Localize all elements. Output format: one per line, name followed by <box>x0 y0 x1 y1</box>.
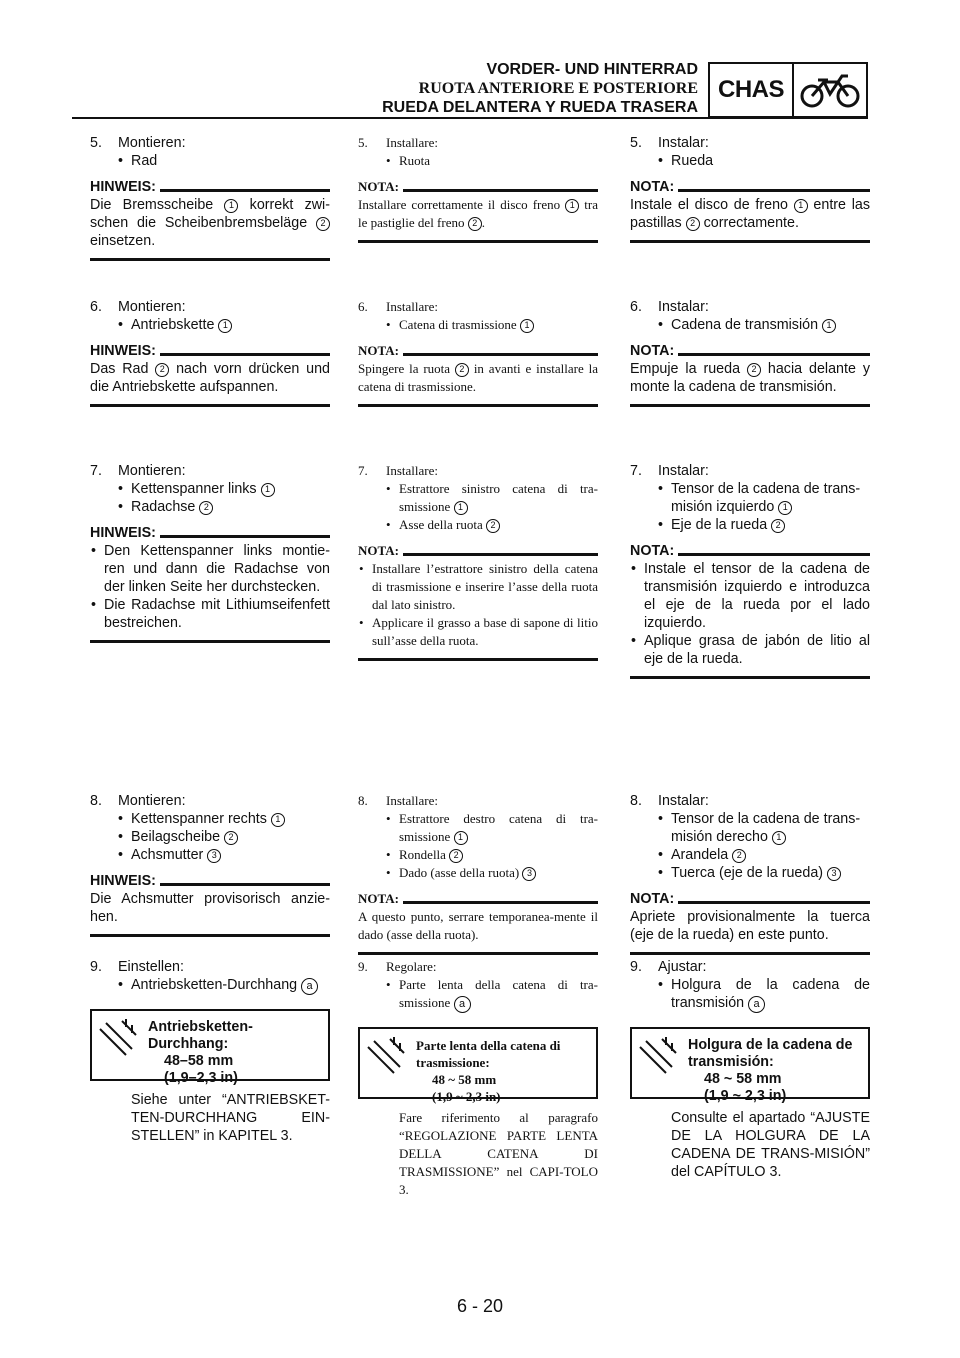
note-end-rule <box>630 952 870 955</box>
bullet-item: • Holgura de la cadena de transmisión a <box>630 976 870 1013</box>
note-heading: NOTA: <box>358 890 598 908</box>
note-heading: NOTA: <box>630 542 870 560</box>
note-bullet: • Den Kettenspanner links montie-ren und dann die Radachse von der linken Seite her durchstecken. <box>90 542 330 596</box>
header-title-it: RUOTA ANTERIORE E POSTERIORE <box>418 80 698 97</box>
step-7-it: 7. Installare: • Estrattore sinistro catena di tra-smissione 1 • Asse della ruota 2 NOTA: • Installare l’estrattore sinistro della catena di trasmissione e inserire l’asse della ruota dal lato sinistro. • Applicare il grasso a base di sapone di litio sull’asse della ruota. <box>358 462 598 661</box>
note-end-rule <box>90 934 330 937</box>
chapter-badge <box>708 62 868 118</box>
spec-box <box>358 1027 598 1104</box>
note-heading: HINWEIS: <box>90 872 330 890</box>
step-5-it: 5. Installare: • Ruota NOTA: Installare correttamente il disco freno 1 tra le pastiglie del freno 2 . <box>358 134 598 243</box>
header-title-es: RUEDA DELANTERA Y RUEDA TRASERA <box>382 99 698 116</box>
wrench-icon <box>96 1017 140 1061</box>
note-end-rule <box>358 658 598 661</box>
step-6-it: 6. Installare: • Catena di trasmissione 1 NOTA: Spingere la ruota 2 in avanti e installare la catena di trasmissione. <box>358 298 598 407</box>
step-9-it: 9. Regolare: • Parte lenta della catena di tra-smissione a Parte lenta della catena di trasmissione: 48 ~ 58 mm (1,9 ~ 2,3 in) Fare riferimento al paragrafo “REGOLAZIONE PARTE LENTA DELLA CATENA DI TRASMISSIONE” nel CAPI-TOLO 3. <box>358 958 598 1199</box>
bullet-item: • Estrattore destro catena di tra-smissione 1 <box>358 810 598 846</box>
note-heading: HINWEIS: <box>90 342 330 360</box>
reference-text: Consulte el apartado “AJUSTE DE LA HOLGURA DE LA CADENA DE TRANS-MISIÓN” del CAPÍTULO 3. <box>671 1110 870 1180</box>
bullet-item: • Arandela 2 <box>630 846 870 864</box>
bullet-item: • Eje de la rueda 2 <box>630 516 870 534</box>
bullet-item: • Tensor de la cadena de trans-misión izquierdo 1 <box>630 480 870 516</box>
step-title: Montieren: <box>118 135 186 151</box>
bullet-item: • Tensor de la cadena de trans-misión derecho 1 <box>630 810 870 846</box>
bullet-item: • Achsmutter 3 <box>90 846 330 864</box>
note-end-rule <box>358 952 598 955</box>
wrench-icon <box>364 1035 408 1079</box>
step-9-es: 9. Ajustar: • Holgura de la cadena de transmisión a Holgura de la cadena de transmisión: 48 ~ 58 mm (1,9 ~ 2,3 in) Consulte el apartado “AJUSTE DE LA HOLGURA DE LA CADENA DE TRANS-MISIÓN” del CAPÍTULO 3. <box>630 958 870 1181</box>
bullet-item: • Estrattore sinistro catena di tra-smissione 1 <box>358 480 598 516</box>
note-end-rule <box>90 640 330 643</box>
note-heading: HINWEIS: <box>90 524 330 542</box>
bullet-item: • Kettenspanner links 1 <box>90 480 330 498</box>
note-end-rule <box>630 676 870 679</box>
note-bullet: • Die Radachse mit Lithiumseifenfett bestreichen. <box>90 596 330 632</box>
note-end-rule <box>90 258 330 261</box>
note-end-rule <box>630 404 870 407</box>
note-bullet: • Aplique grasa de jabón de litio al eje de la rueda. <box>630 632 870 668</box>
bullet-item: • Kettenspanner rechts 1 <box>90 810 330 828</box>
note-end-rule <box>90 404 330 407</box>
bullet-item: • Radachse 2 <box>90 498 330 516</box>
step-6-es: 6. Instalar: • Cadena de transmisión 1 NOTA: Empuje la rueda 2 hacia delante y monte la cadena de transmisión. <box>630 298 870 407</box>
note-end-rule <box>358 240 598 243</box>
note-text: Die Bremsscheibe 1 korrekt zwi-schen die Scheibenbremsbeläge 2 einsetzen. <box>90 197 330 249</box>
reference-text: Siehe unter “ANTRIEBSKET-TEN-DURCHHANG EIN-STELLEN” in KAPITEL 3. <box>131 1092 330 1144</box>
note-bullet: • Instale el tensor de la cadena de transmisión izquierdo e introduzca el eje de la rueda por el lado izquierdo. <box>630 560 870 632</box>
wrench-icon <box>636 1035 680 1079</box>
bullet-item: • Cadena de transmisión 1 <box>630 316 870 334</box>
step-7-de: 7. Montieren: • Kettenspanner links 1 • Radachse 2 HINWEIS: • Den Kettenspanner links montie-ren und dann die Radachse von der linken Seite her durchstecken. • Die Radachse mit Lithiumseifenfett bestreichen. <box>90 462 330 643</box>
spec-box <box>90 1009 330 1086</box>
bullet-item: • Rueda <box>630 152 870 170</box>
bullet-item: • Catena di trasmissione 1 <box>358 316 598 334</box>
spec-text: Holgura de la cadena de transmisión: 48 ~ 58 mm (1,9 ~ 2,3 in) <box>688 1037 853 1104</box>
page-number: 6 - 20 <box>456 1296 504 1316</box>
bullet-item: • Ruota <box>358 152 598 170</box>
note-heading: NOTA: <box>358 178 598 196</box>
motorcycle-icon <box>794 64 866 116</box>
header-title-de: VORDER- UND HINTERRAD <box>486 61 698 78</box>
header-rule <box>72 117 868 119</box>
note-text: Die Achsmutter provisorisch anzie-hen. <box>90 891 330 925</box>
note-text: Instale el disco de freno 1 entre las pastillas 2 correctamente. <box>630 197 870 231</box>
note-heading: NOTA: <box>358 342 598 360</box>
step-5-es: 5. Instalar: • Rueda NOTA: Instale el disco de freno 1 entre las pastillas 2 correctamente. <box>630 134 870 243</box>
note-end-rule <box>630 240 870 243</box>
note-text: Installare correttamente il disco freno 1 tra le pastiglie del freno 2 . <box>358 197 598 230</box>
note-heading: NOTA: <box>630 342 870 360</box>
note-heading: NOTA: <box>630 178 870 196</box>
bullet-item: • Parte lenta della catena di tra-smissione a <box>358 976 598 1013</box>
step-9-de: 9. Einstellen: • Antriebsketten-Durchhang a Antriebsketten- Durchhang: 48–58 mm (1,9–2,3 in) Siehe unter “ANTRIEBSKET-TEN-DURCHHANG EIN-STELLEN” in KAPITEL 3. <box>90 958 330 1145</box>
spec-text: Antriebsketten- Durchhang: 48–58 mm (1,9–2,3 in) <box>148 1019 253 1086</box>
step-7-es: 7. Instalar: • Tensor de la cadena de trans-misión izquierdo 1 • Eje de la rueda 2 NOTA: • Instale el tensor de la cadena de transmisión izquierdo e introduzca el eje de la rueda por el lado izquierdo. • Aplique grasa de jabón de litio al eje de la rueda. <box>630 462 870 679</box>
note-end-rule <box>358 404 598 407</box>
reference-text: Fare riferimento al paragrafo “REGOLAZIONE PARTE LENTA DELLA CATENA DI TRASMISSIONE” nel CAPI-TOLO 3. <box>399 1110 598 1197</box>
note-text: Empuje la rueda 2 hacia delante y monte la cadena de transmisión. <box>630 361 870 395</box>
bullet-item: • Beilagscheibe 2 <box>90 828 330 846</box>
spec-text: Parte lenta della catena di trasmissione: 48 ~ 58 mm (1,9 ~ 2,3 in) <box>416 1038 561 1104</box>
bullet-item: • Rad <box>90 152 330 170</box>
step-8-it: 8. Installare: • Estrattore destro catena di tra-smissione 1 • Rondella 2 • Dado (asse della ruota) 3 NOTA: A questo punto, serrare temporanea-mente il dado (asse della ruota). <box>358 792 598 955</box>
step-8-es: 8. Instalar: • Tensor de la cadena de trans-misión derecho 1 • Arandela 2 • Tuerca (eje de la rueda) 3 NOTA: Apriete provisionalmente la tuerca (eje de la rueda) en este punto. <box>630 792 870 955</box>
step-8-de: 8. Montieren: • Kettenspanner rechts 1 • Beilagscheibe 2 • Achsmutter 3 HINWEIS: Die Achsmutter provisorisch anzie-hen. <box>90 792 330 937</box>
bullet-item: • Antriebskette 1 <box>90 316 330 334</box>
note-text: Apriete provisionalmente la tuerca (eje de la rueda) en este punto. <box>630 909 870 943</box>
step-6-de: 6. Montieren: • Antriebskette 1 HINWEIS: Das Rad 2 nach vorn drücken und die Antriebskette aufspannen. <box>90 298 330 407</box>
note-text: A questo punto, serrare temporanea-mente il dado (asse della ruota). <box>358 909 598 942</box>
note-text: Spingere la ruota 2 in avanti e installare la catena di trasmissione. <box>358 361 598 394</box>
header-titles <box>382 60 698 117</box>
bullet-item: • Rondella 2 <box>358 846 598 864</box>
bullet-item: • Asse della ruota 2 <box>358 516 598 534</box>
bullet-item: • Tuerca (eje de la rueda) 3 <box>630 864 870 882</box>
note-text: Das Rad 2 nach vorn drücken und die Antriebskette aufspannen. <box>90 361 330 395</box>
spec-box <box>630 1027 870 1104</box>
note-bullet: • Installare l’estrattore sinistro della catena di trasmissione e inserire l’asse della ruota dal lato sinistro. <box>358 560 598 614</box>
note-heading: HINWEIS: <box>90 178 330 196</box>
chapter-badge-label: CHAS <box>710 64 794 116</box>
step-5-de: 5. Montieren: • Rad HINWEIS: Die Bremsscheibe 1 korrekt zwi-schen die Scheibenbremsbeläge 2 einsetzen. <box>90 134 330 261</box>
bullet-item: • Antriebsketten-Durchhang a <box>90 976 330 995</box>
note-heading: NOTA: <box>630 890 870 908</box>
note-bullet: • Applicare il grasso a base di sapone di litio sull’asse della ruota. <box>358 614 598 650</box>
bullet-item: • Dado (asse della ruota) 3 <box>358 864 598 882</box>
note-heading: NOTA: <box>358 542 598 560</box>
